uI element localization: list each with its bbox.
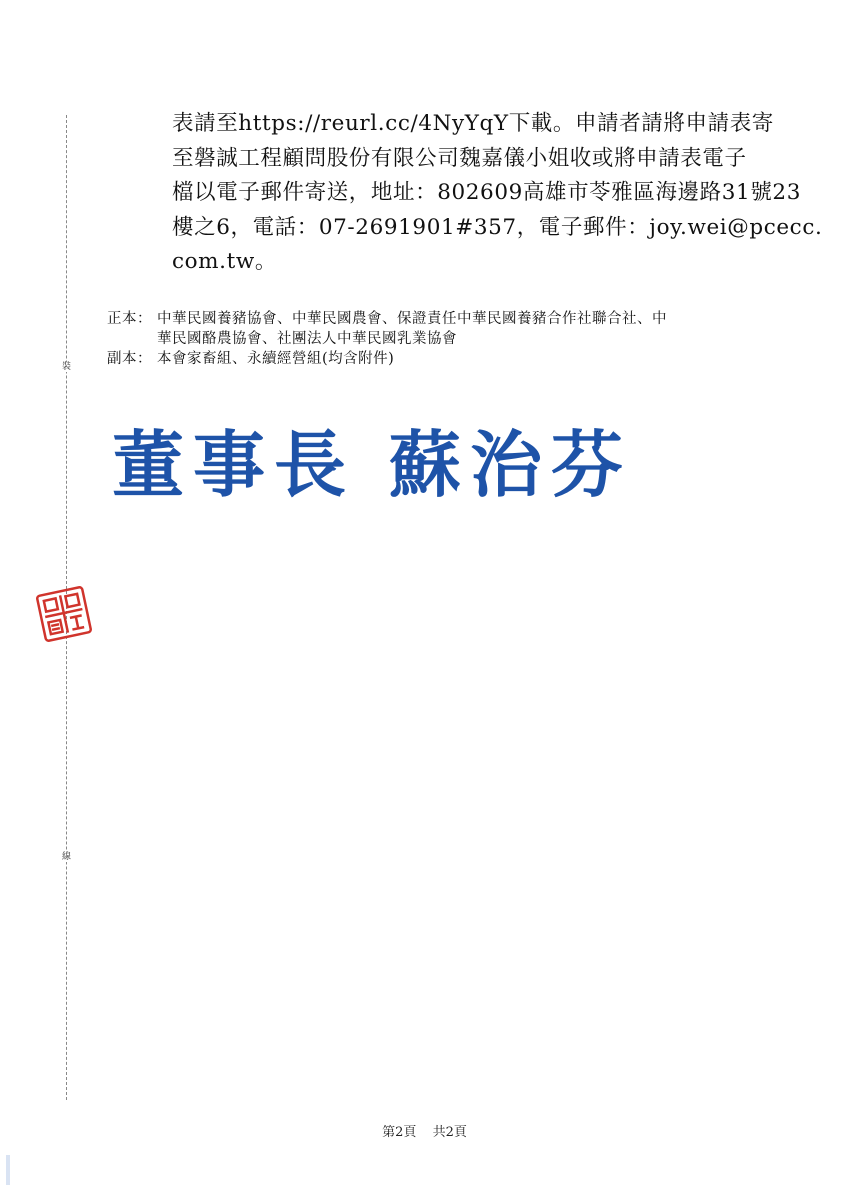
copy-recipients xyxy=(107,349,747,369)
page-number: 第2頁 xyxy=(382,1125,417,1140)
body-paragraph xyxy=(172,107,823,280)
copy-line: 本會家畜組、永續經營組(均含附件) xyxy=(157,351,395,367)
signature-title: 董事長 xyxy=(112,423,356,507)
body-line: 樓之6，電話：07-2691901#357，電子郵件：joy.wei@pcecc. xyxy=(172,214,823,240)
page-total: 共2頁 xyxy=(432,1125,467,1140)
signature-stamp xyxy=(112,420,632,510)
primary-line: 華民國酪農協會、社團法人中華民國乳業協會 xyxy=(157,331,457,347)
page-footer xyxy=(0,1121,849,1140)
copy-label: 副本： xyxy=(107,351,152,367)
red-seal-stamp xyxy=(33,583,95,645)
primary-label: 正本： xyxy=(107,311,152,327)
primary-line: 中華民國養豬協會、中華民國農會、保證責任中華民國養豬合作社聯合社、中 xyxy=(157,311,667,327)
primary-recipients xyxy=(107,309,747,329)
signature-name: 蘇治芬 xyxy=(389,423,633,507)
body-line: 表請至https://reurl.cc/4NyYqY下載。申請者請將申請表寄 xyxy=(172,111,774,136)
scan-edge-mark xyxy=(6,1155,10,1185)
binding-char-bottom: 線 xyxy=(62,852,72,862)
body-line: 檔以電子郵件寄送，地址：802609高雄市苓雅區海邊路31號23 xyxy=(172,180,801,205)
binding-char-top: 裝 xyxy=(62,362,72,372)
body-line: 至磐誠工程顧問股份有限公司魏嘉儀小姐收或將申請表電子 xyxy=(172,145,747,171)
body-line: com.tw。 xyxy=(172,249,277,274)
distribution-list xyxy=(107,309,747,369)
